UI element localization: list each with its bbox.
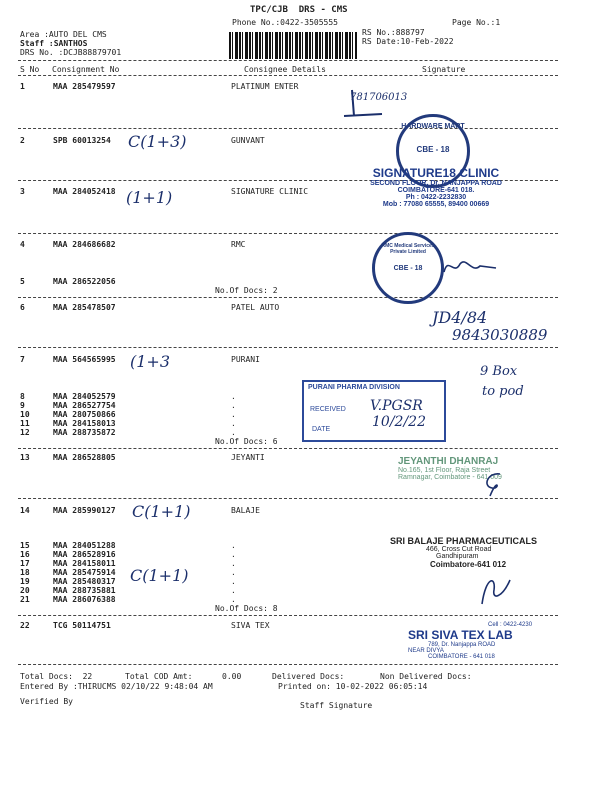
divider (18, 347, 558, 348)
total-cod-amount: 0.00 (222, 672, 242, 681)
divider (18, 75, 558, 76)
signature-clinic-mobile: Mob : 77080 65555, 89400 00669 (382, 201, 490, 208)
printed-on: Printed on: 10-02-2022 06:05:14 (278, 682, 428, 691)
siva-address: 789, Dr. Nanjappa ROAD (428, 642, 496, 648)
row1-signature-mark (338, 86, 388, 126)
row-consignment: MAA 280750866 (53, 410, 116, 419)
row-consignment: MAA 284686682 (53, 240, 116, 249)
row-sno: 16 (20, 550, 30, 559)
jeyanthi-city: Ramnagar, Coimbatore - 641 009 (398, 474, 502, 481)
col-consignment: Consignment No (52, 65, 120, 74)
row-consignment: SPB 60013254 (53, 136, 111, 145)
hardware-mart-cbe: CBE - 18 (416, 145, 450, 154)
row-consignment: MAA 564565995 (53, 355, 116, 364)
balaje-name: SRI BALAJE PHARMACEUTICALS (390, 536, 538, 546)
row-sno: 20 (20, 586, 30, 595)
purani-date-value: 10/2/22 (372, 414, 426, 430)
balaje-area: Gandhipuram (436, 553, 479, 560)
row-consignment: MAA 284158011 (53, 559, 116, 568)
phone-number: Phone No.:0422-3505555 (232, 18, 338, 27)
row-sno: 17 (20, 559, 30, 568)
row13-signature (470, 470, 510, 500)
siva-name: SRI SIVA TEX LAB (408, 628, 513, 642)
siva-cell: Cell : 0422-4230 (488, 622, 533, 628)
staff: Staff :SANTHOS (20, 39, 88, 48)
row19-note: C(1+1) (130, 566, 189, 585)
hardware-mart-text: HARDWARE MART (401, 123, 465, 130)
row-sno: 6 (20, 303, 25, 312)
siva-landmark: NEAR DIVYA (408, 648, 444, 654)
total-cod-label: Total COD Amt: (125, 672, 193, 681)
row-sno: 12 (20, 428, 30, 437)
area: Area :AUTO DEL CMS (20, 30, 107, 39)
row-consignee: . (231, 568, 236, 577)
row-sno: 3 (20, 187, 25, 196)
divider (18, 448, 558, 449)
row-consignee: PATEL AUTO (231, 303, 280, 312)
row-consignee: . (231, 559, 236, 568)
row-consignment: MAA 285480317 (53, 577, 116, 586)
purani-phone: 9843030889 (452, 326, 548, 344)
col-signature: Signature (422, 65, 466, 74)
row-consignee: . (231, 419, 236, 428)
row-consignee: . (231, 401, 236, 410)
divider (18, 60, 558, 61)
row7-note: (1+3 (130, 352, 171, 371)
purani-date-label: DATE (312, 426, 331, 433)
row-consignment: MAA 284051288 (53, 541, 116, 550)
divider (18, 615, 558, 616)
signature-clinic-phone: Ph : 0422-2232830 (405, 194, 467, 201)
row-consignee: . (231, 595, 236, 604)
row-sno: 22 (20, 621, 30, 630)
divider (18, 128, 558, 129)
siva-city: COIMBATORE - 641 018 (428, 654, 495, 660)
row-consignment: MAA 285990127 (53, 506, 116, 515)
delivered-docs: Delivered Docs: (272, 672, 345, 681)
purani-title: PURANI PHARMA DIVISION (308, 384, 400, 391)
non-delivered-docs: Non Delivered Docs: (380, 672, 472, 681)
siva-tex-stamp (408, 622, 560, 660)
row-consignment: MAA 288735881 (53, 586, 116, 595)
row4-signature (440, 252, 500, 282)
row-consignment: MAA 285478507 (53, 303, 116, 312)
signature-clinic-city: COIMBATORE-641 018. (397, 187, 475, 194)
signature-clinic-name: SIGNATURE18 CLINIC (372, 166, 500, 180)
row-consignee: SIGNATURE CLINIC (231, 187, 309, 196)
row15-signature (476, 570, 516, 610)
row-consignee: . (231, 392, 236, 401)
row-consignment: MAA 286522056 (53, 277, 116, 286)
row-consignment: MAA 286527754 (53, 401, 116, 410)
row-sno: 10 (20, 410, 30, 419)
entered-by: Entered By :THIRUCMS 02/10/22 9:48:04 AM (20, 682, 213, 691)
verified-by: Verified By (20, 697, 73, 706)
row-consignment: MAA 286076388 (53, 595, 116, 604)
row1-signature: 781706013 (350, 92, 408, 103)
rs-number: RS No.:888797 (362, 28, 425, 37)
row3-note: (1+1) (126, 188, 173, 207)
col-sno: S No (20, 65, 40, 74)
col-consignee: Consignee Details (244, 65, 326, 74)
purani-note-pod: to pod (482, 384, 524, 399)
jeyanthi-address: No.165, 1st Floor, Raja Street (398, 467, 491, 474)
no-of-docs: No.Of Docs: 2 (215, 286, 278, 295)
row-consignee: . (231, 586, 236, 595)
total-docs: Total Docs: 22 (20, 672, 93, 681)
row-sno: 2 (20, 136, 25, 145)
row-sno: 13 (20, 453, 30, 462)
row-sno: 11 (20, 419, 30, 428)
row-sno: 15 (20, 541, 30, 550)
row-sno: 14 (20, 506, 30, 515)
row-consignee: PURANI (231, 355, 260, 364)
drs-number: DRS No. :DCJB88879701 (20, 48, 122, 57)
row-consignee: PLATINUM ENTER (231, 82, 299, 91)
row-sno: 18 (20, 568, 30, 577)
row-sno: 21 (20, 595, 30, 604)
row14-note: C(1+1) (132, 502, 191, 521)
purani-signature: JD4/84 (432, 308, 488, 327)
rmc-cbe: CBE - 18 (393, 265, 423, 272)
row-consignee: . (231, 577, 236, 586)
rmc-name: RMC Medical Services Private Limited (381, 243, 435, 255)
signature-clinic-stamp (348, 166, 524, 208)
row-consignee: RMC (231, 240, 246, 249)
row-consignment: MAA 284052418 (53, 187, 116, 196)
page-number: Page No.:1 (452, 18, 501, 27)
row-consignee: SIVA TEX (231, 621, 270, 630)
row-consignee: . (231, 410, 236, 419)
row-sno: 7 (20, 355, 25, 364)
divider (18, 664, 558, 665)
row-consignment: MAA 284158013 (53, 419, 116, 428)
rs-date: RS Date:10-Feb-2022 (362, 37, 454, 46)
row-sno: 9 (20, 401, 25, 410)
row-consignment: MAA 286528916 (53, 550, 116, 559)
purani-received-label: RECEIVED (310, 406, 346, 413)
purani-received-sig: V.PGSR (370, 398, 423, 414)
row2-note: C(1+3) (128, 132, 187, 151)
rmc-stamp (372, 232, 444, 304)
row-sno: 5 (20, 277, 25, 286)
row-consignee: . (231, 541, 236, 550)
row-sno: 8 (20, 392, 25, 401)
row-sno: 19 (20, 577, 30, 586)
row-consignment: MAA 286528805 (53, 453, 116, 462)
row-consignee: BALAJE (231, 506, 260, 515)
row-consignee: GUNVANT (231, 136, 265, 145)
row-consignment: MAA 285479597 (53, 82, 116, 91)
divider (18, 233, 558, 234)
signature-clinic-address: SECOND FLOOR, Dr. NANJAPPA ROAD (370, 180, 502, 187)
staff-signature: Staff Signature (300, 701, 373, 710)
jeyanthi-name: JEYANTHI DHANRAJ (398, 456, 499, 467)
no-of-docs: No.Of Docs: 6 (215, 437, 278, 446)
balaje-city: Coimbatore-641 012 (430, 560, 507, 569)
row-consignment: MAA 285475914 (53, 568, 116, 577)
row-consignee: JEYANTI (231, 453, 265, 462)
row-consignee: . (231, 428, 236, 437)
row-consignment: MAA 284052579 (53, 392, 116, 401)
balaje-stamp (390, 536, 560, 569)
purani-note-box: 9 Box (480, 364, 518, 379)
row-sno: 4 (20, 240, 25, 249)
divider (18, 297, 558, 298)
document-title: TPC/CJB DRS - CMS (250, 5, 348, 15)
barcode (229, 32, 357, 59)
row-consignment: MAA 288735872 (53, 428, 116, 437)
balaje-address: 466, Cross Cut Road (426, 546, 492, 553)
row-consignee: . (231, 550, 236, 559)
row-consignment: TCG 50114751 (53, 621, 111, 630)
row-sno: 1 (20, 82, 25, 91)
no-of-docs: No.Of Docs: 8 (215, 604, 278, 613)
